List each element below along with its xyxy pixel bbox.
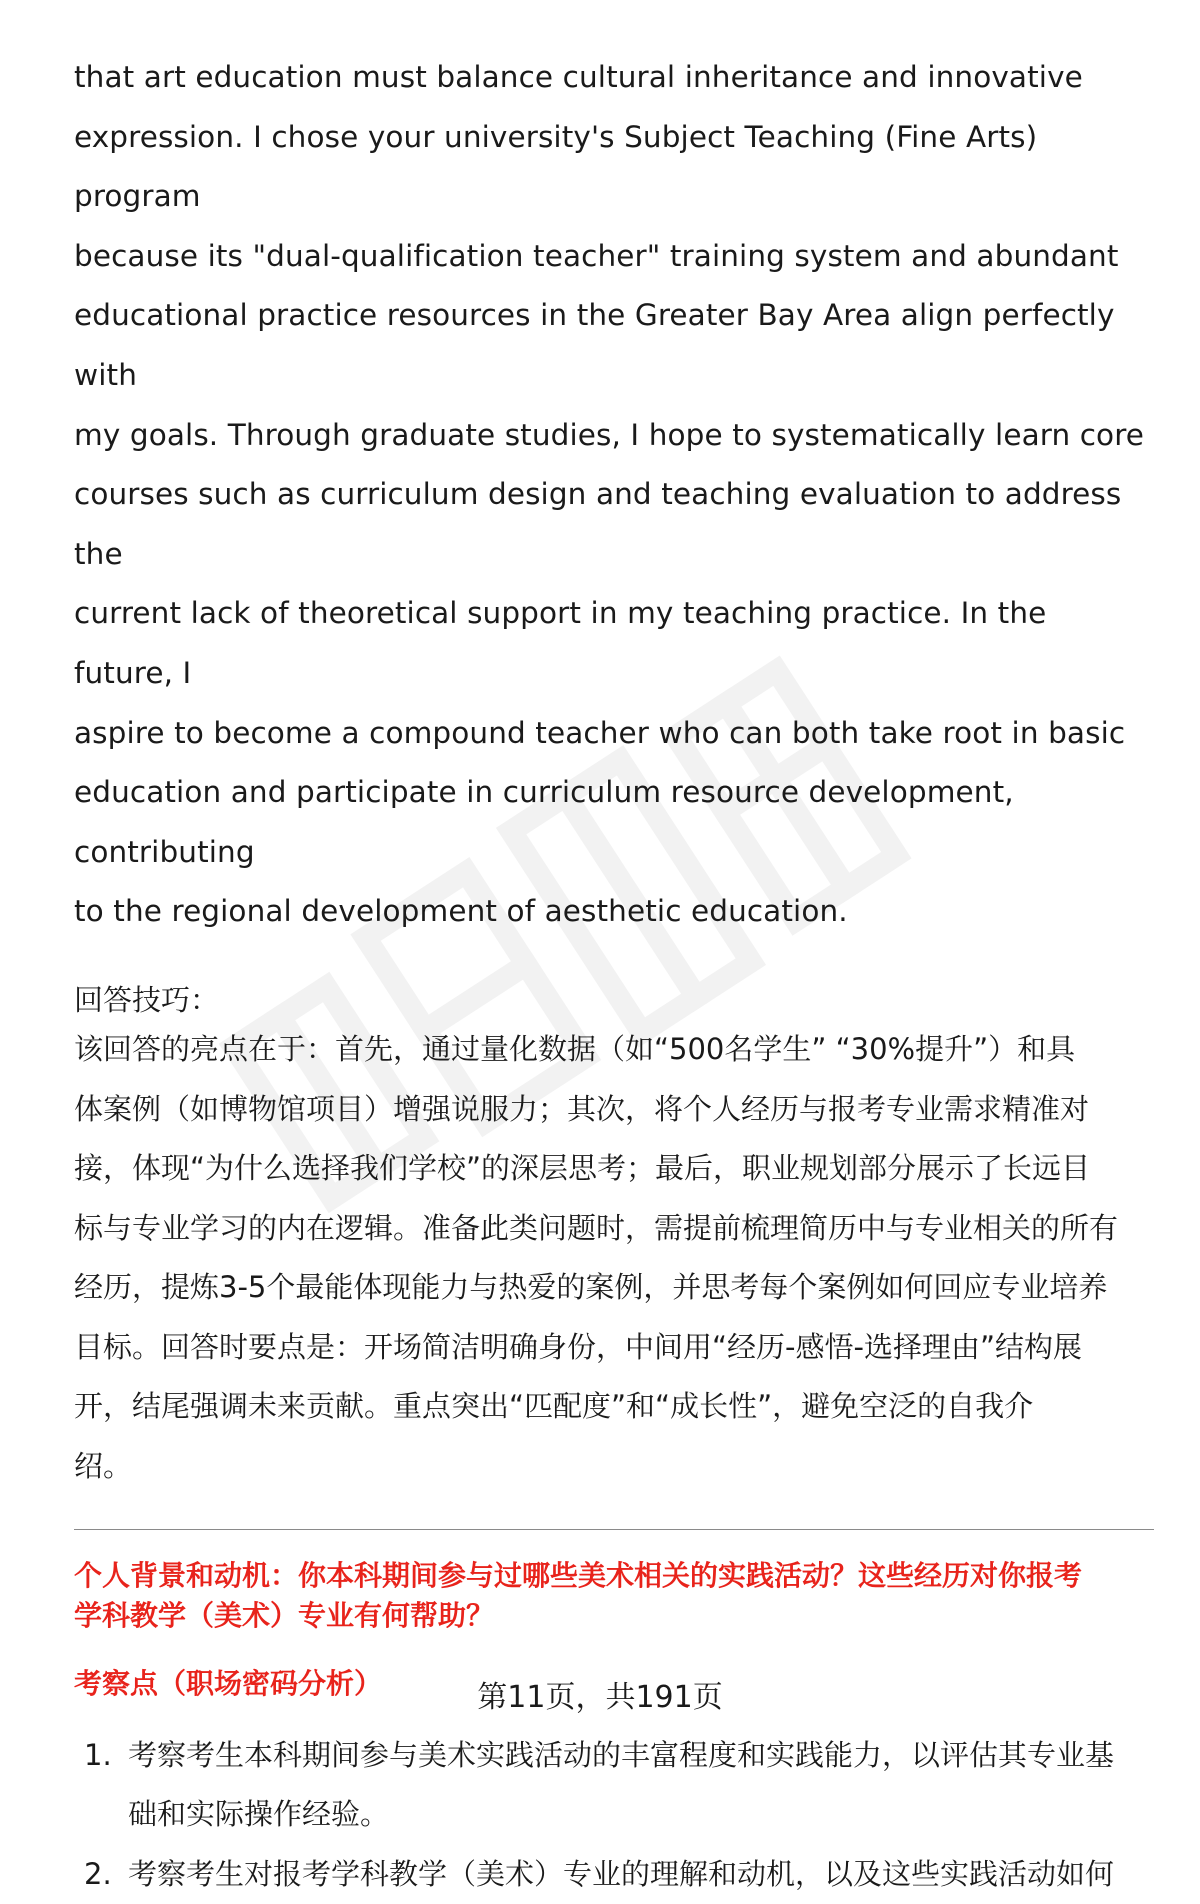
list-item-line: 考察考生本科期间参与美术实践活动的丰富程度和实践能力，以评估其专业基	[128, 1737, 1115, 1772]
tips-line: 体案例（如博物馆项目）增强说服力；其次，将个人经历与报考专业需求精准对	[74, 1091, 1090, 1126]
answer-line: educational practice resources in the Greater Bay Area align perfectly with	[74, 298, 1115, 392]
list-item-number: 1.	[84, 1737, 112, 1772]
list-item	[74, 1845, 1154, 1904]
answer-line: education and participate in curriculum resource development, contributing	[74, 775, 1014, 869]
list-item-line: 考察考生对报考学科教学（美术）专业的理解和动机，以及这些实践活动如何	[128, 1856, 1115, 1891]
question-line: 学科教学（美术）专业有何帮助？	[74, 1598, 495, 1632]
answer-line: that art education must balance cultural inheritance and innovative	[74, 60, 1083, 94]
tips-line: 接，体现“为什么选择我们学校”的深层思考；最后，职业规划部分展示了长远目	[74, 1151, 1091, 1186]
section-divider	[74, 1529, 1154, 1530]
answer-line: aspire to become a compound teacher who can both take root in basic	[74, 715, 1126, 750]
answer-paragraph	[74, 48, 1154, 942]
question-line: 个人背景和动机：你本科期间参与过哪些美术相关的实践活动？这些经历对你报考	[74, 1558, 1083, 1592]
answer-line: to the regional development of aesthetic education.	[74, 894, 848, 929]
document-page	[74, 48, 1154, 1904]
tips-paragraph	[74, 1020, 1154, 1497]
tips-line: 该回答的亮点在于：首先，通过量化数据（如“500名学生” “30%提升”）和具	[74, 1031, 1076, 1066]
tips-line: 绍。	[74, 1449, 133, 1484]
answer-line: courses such as curriculum design and teaching evaluation to address the	[74, 477, 1122, 571]
page-number-footer: 第11页，共191页	[477, 1680, 723, 1715]
answer-line: because its "dual-qualification teacher" training system and abundant	[74, 238, 1119, 273]
answer-line: expression. I chose your university's Subject Teaching (Fine Arts) program	[74, 119, 1038, 214]
tips-label: 回答技巧：	[74, 982, 220, 1017]
tips-line: 开，结尾强调未来贡献。重点突出“匹配度”和“成长性”，避免空泛的自我介	[74, 1389, 1034, 1424]
list-item-number: 2.	[84, 1856, 112, 1891]
list-item-line: 础和实际操作经验。	[128, 1797, 390, 1832]
question-heading	[74, 1556, 1154, 1636]
analysis-points-list	[74, 1726, 1154, 1904]
answer-line: current lack of theoretical support in my teaching practice. In the future, I	[74, 596, 1047, 690]
answer-line: my goals. Through graduate studies, I hope to systematically learn core	[74, 417, 1145, 452]
analysis-heading: 考察点（职场密码分析）	[74, 1666, 383, 1700]
tips-line: 目标。回答时要点是：开场简洁明确身份，中间用“经历-感悟-选择理由”结构展	[74, 1329, 1082, 1364]
list-item	[74, 1726, 1154, 1845]
tips-line: 标与专业学习的内在逻辑。准备此类问题时，需提前梳理简历中与专业相关的所有	[74, 1210, 1119, 1245]
tips-line: 经历，提炼3-5个最能体现能力与热爱的案例，并思考每个案例如何回应专业培养	[74, 1270, 1108, 1305]
